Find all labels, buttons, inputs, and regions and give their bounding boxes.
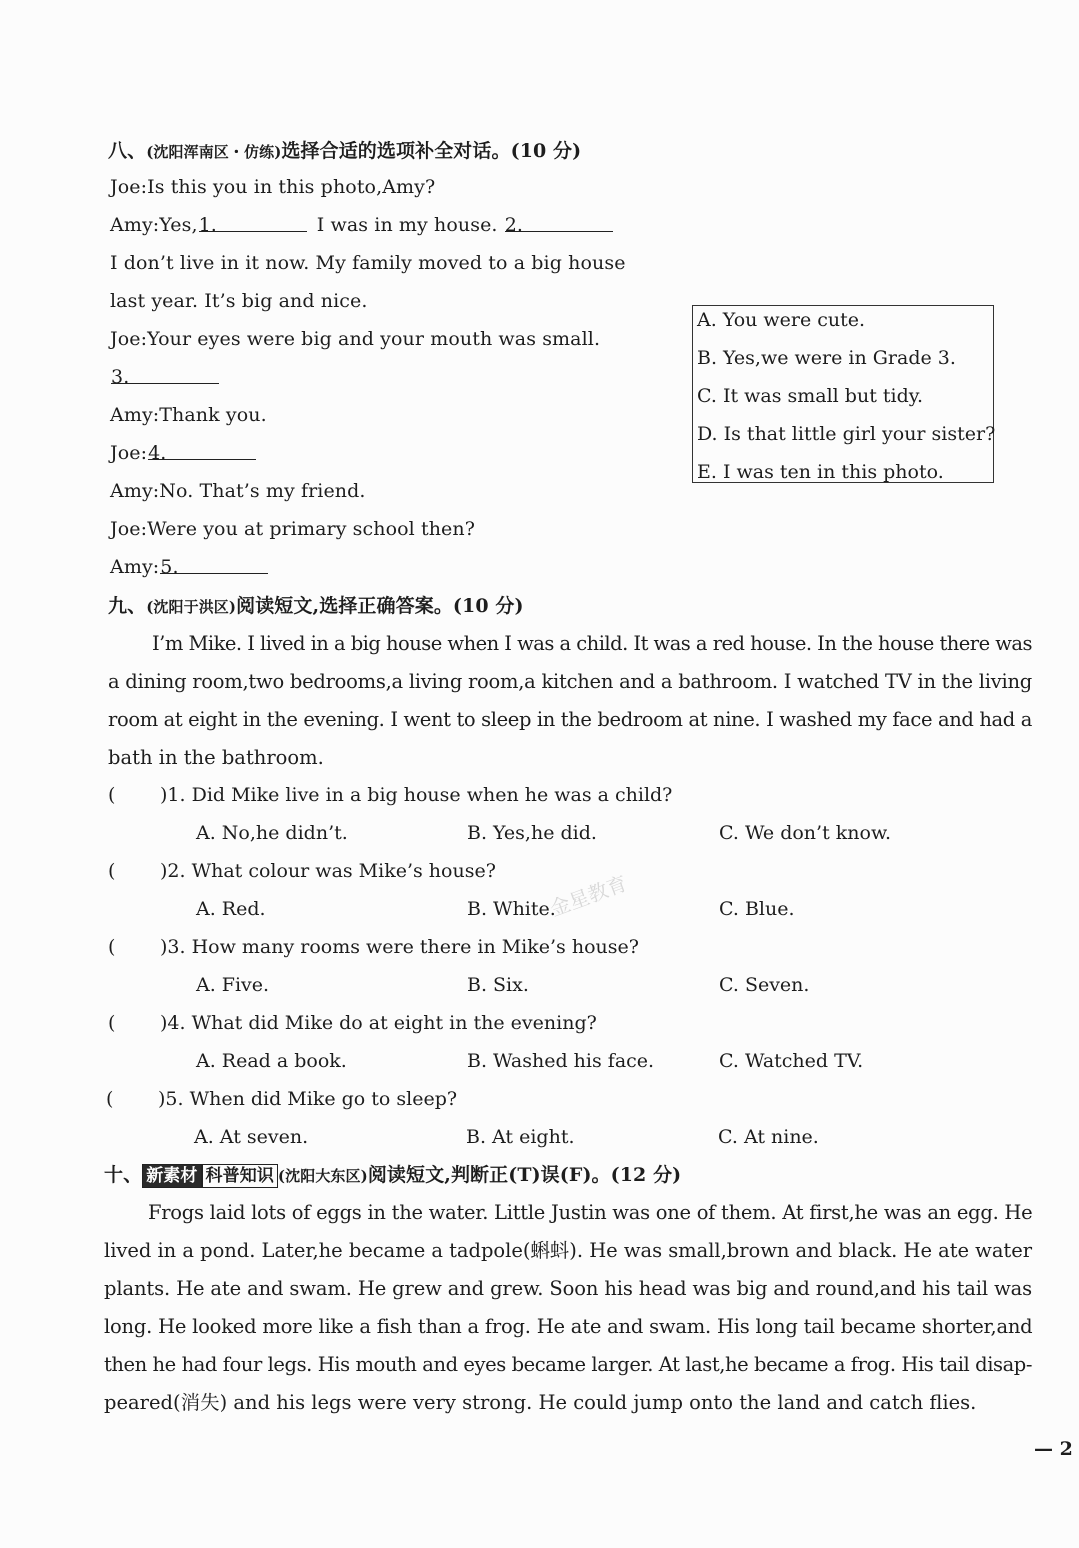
option-e: E. I was ten in this photo.: [697, 461, 944, 483]
passage-10-line-3: plants. He ate and swam. He grew and grew. Soon his head was big and round,and his tail was: [104, 1277, 1032, 1300]
section-10-number: 十、: [104, 1164, 143, 1186]
option-a: A. You were cute.: [697, 309, 866, 331]
question-stem: )4. What did Mike do at eight in the evening?: [160, 1012, 597, 1034]
dialogue-line-3: I don’t live in it now. My family moved to a big house: [110, 252, 626, 274]
dialogue-line-6: [110, 365, 219, 389]
dialogue-speaker-text: Amy:: [110, 556, 160, 578]
blank-number: 2.: [504, 214, 524, 236]
question-stem: )2. What colour was Mike’s house?: [160, 860, 496, 882]
choice-a: A. Five.: [196, 974, 270, 996]
watermark: 金星教育: [546, 870, 631, 921]
passage-10-line-1: Frogs laid lots of eggs in the water. Little Justin was one of them. At first,he was an egg. He: [148, 1201, 1033, 1224]
choice-c: C. We don’t know.: [719, 822, 891, 844]
choice-c: C. Watched TV.: [719, 1050, 864, 1072]
option-c: C. It was small but tidy.: [697, 385, 923, 407]
section-10-source: (沈阳大东区): [277, 1167, 368, 1185]
passage-9-line-4: bath in the bathroom.: [108, 746, 324, 769]
answer-blank-3[interactable]: [111, 365, 219, 388]
dialogue-line-7: Amy:Thank you.: [110, 404, 267, 426]
section-9-number: 九、: [108, 595, 147, 617]
dialogue-line-2: [110, 213, 613, 237]
question-stem: )3. How many rooms were there in Mike’s house?: [160, 936, 639, 958]
section-8-heading: [108, 139, 581, 164]
choice-b: B. White.: [467, 898, 556, 920]
new-material-badge: 新素材: [142, 1164, 201, 1188]
science-knowledge-badge: 科普知识: [202, 1164, 278, 1188]
passage-10-line-6: peared(消失) and his legs were very strong. He could jump onto the land and catch flies.: [104, 1391, 977, 1414]
passage-9-line-2: a dining room,two bedrooms,a living room,a kitchen and a bathroom. I watched TV in the living: [108, 670, 1032, 693]
section-9-heading: [108, 594, 524, 619]
answer-blank-4[interactable]: [148, 441, 256, 464]
dialogue-line-4: last year. It’s big and nice.: [110, 290, 368, 312]
blank-number: 4.: [148, 442, 167, 464]
dialogue-text: I was in my house.: [316, 214, 498, 236]
choice-a: A. Read a book.: [196, 1050, 347, 1072]
dialogue-speaker-text: Amy:Yes,: [110, 214, 198, 236]
section-8-source: (沈阳浑南区・仿练): [146, 143, 282, 161]
dialogue-line-5: Joe:Your eyes were big and your mouth was small.: [110, 328, 601, 350]
dialogue-speaker-text: Joe:: [110, 442, 148, 464]
choice-c: C. Blue.: [719, 898, 795, 920]
answer-blank-1[interactable]: [198, 213, 307, 236]
passage-10-line-2: lived in a pond. Later,he became a tadpole(蝌蚪). He was small,brown and black. He ate water: [104, 1239, 1032, 1262]
choice-c: C. Seven.: [719, 974, 810, 996]
dialogue-line-8: [110, 441, 256, 465]
choice-a: A. Red.: [196, 898, 266, 920]
blank-number: 3.: [111, 366, 130, 388]
dialogue-line-11: [110, 555, 268, 579]
answer-paren[interactable]: (: [106, 1088, 114, 1110]
answer-blank-2[interactable]: [504, 213, 613, 236]
dialogue-line-10: Joe:Were you at primary school then?: [110, 518, 476, 540]
answer-paren[interactable]: (: [108, 860, 116, 882]
answer-paren[interactable]: (: [108, 784, 116, 806]
options-box: [692, 305, 994, 483]
answer-paren[interactable]: (: [108, 936, 116, 958]
choice-b: B. Yes,he did.: [467, 822, 597, 844]
choice-b: B. Washed his face.: [467, 1050, 655, 1072]
page-number: — 2: [1034, 1438, 1073, 1460]
section-10-title: 阅读短文,判断正(T)误(F)。(12 分): [367, 1164, 682, 1186]
dialogue-line-1: Joe:Is this you in this photo,Amy?: [110, 176, 436, 198]
choice-b: B. At eight.: [466, 1126, 575, 1148]
question-stem: )5. When did Mike go to sleep?: [158, 1088, 458, 1110]
answer-blank-5[interactable]: [160, 555, 268, 578]
passage-10-line-5: then he had four legs. His mouth and eyes became larger. At last,he became a frog. His tail disap-: [104, 1353, 1032, 1376]
section-8-number: 八、: [108, 140, 147, 162]
answer-paren[interactable]: (: [108, 1012, 116, 1034]
section-8-title: 选择合适的选项补全对话。(10 分): [281, 140, 582, 162]
dialogue-line-9: Amy:No. That’s my friend.: [110, 480, 366, 502]
choice-b: B. Six.: [467, 974, 529, 996]
passage-10-line-4: long. He looked more like a fish than a frog. He ate and swam. His long tail became shorter,and: [104, 1315, 1033, 1338]
choice-c: C. At nine.: [718, 1126, 819, 1148]
option-b: B. Yes,we were in Grade 3.: [697, 347, 956, 369]
blank-number: 5.: [160, 556, 179, 578]
section-9-title: 阅读短文,选择正确答案。(10 分): [236, 595, 524, 617]
blank-number: 1.: [198, 214, 217, 236]
passage-9-line-3: room at eight in the evening. I went to sleep in the bedroom at nine. I washed my face and had a: [108, 708, 1032, 731]
section-10-heading: [104, 1163, 681, 1188]
choice-a: A. At seven.: [194, 1126, 309, 1148]
option-d: D. Is that little girl your sister?: [697, 423, 996, 445]
question-stem: )1. Did Mike live in a big house when he was a child?: [160, 784, 673, 806]
section-9-source: (沈阳于洪区): [146, 598, 237, 616]
passage-9-line-1: I’m Mike. I lived in a big house when I was a child. It was a red house. In the house there was: [152, 632, 1032, 655]
choice-a: A. No,he didn’t.: [196, 822, 348, 844]
